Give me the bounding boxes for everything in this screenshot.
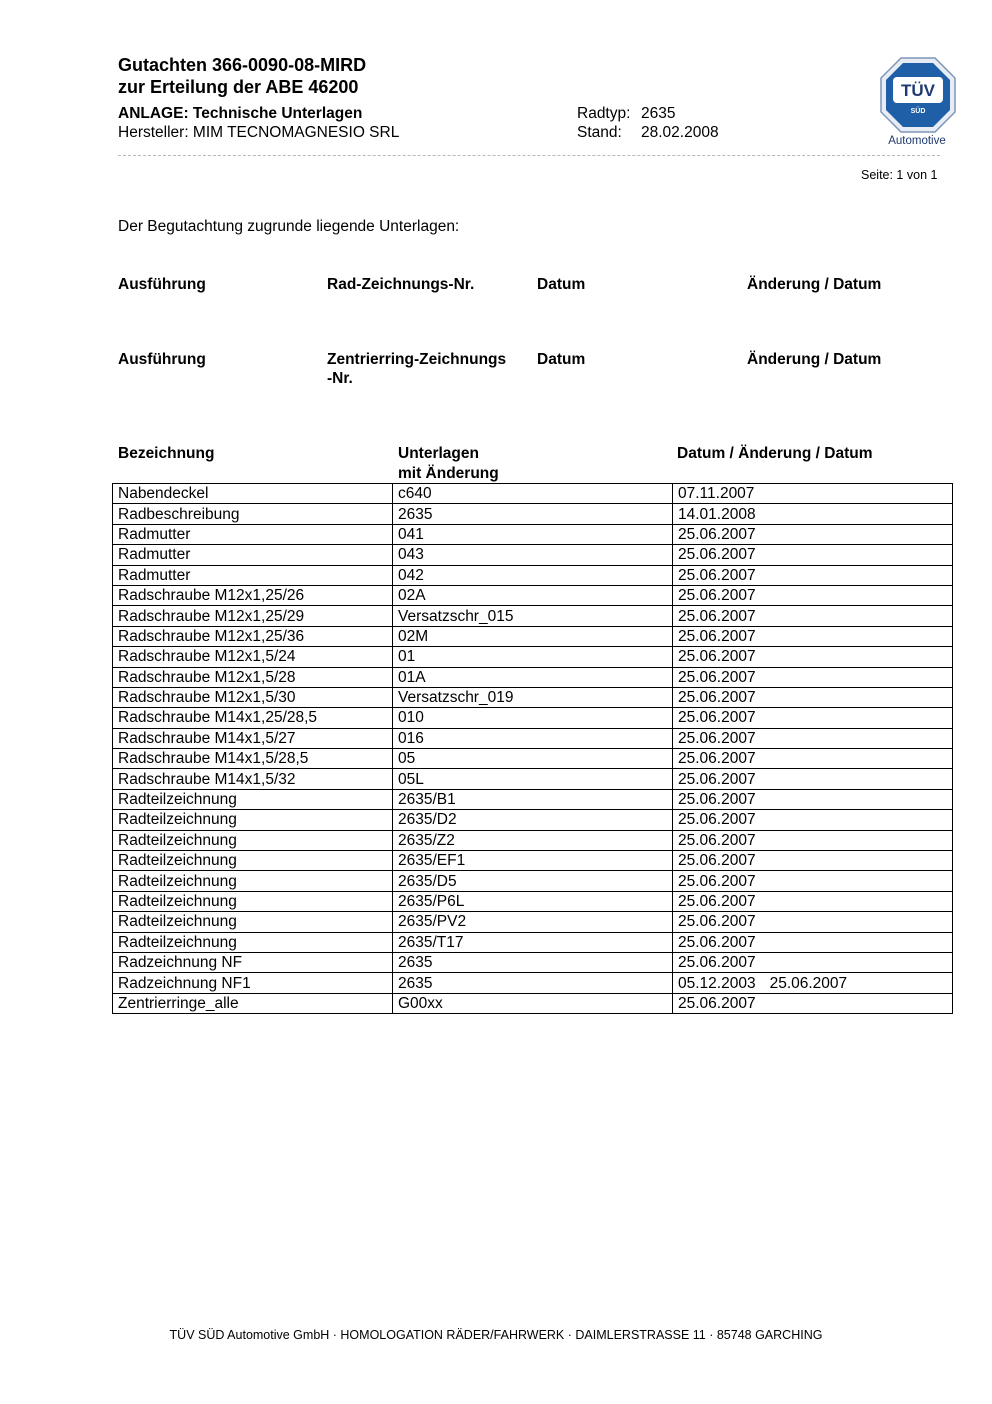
section1-aenderung-heading: Änderung / Datum <box>747 276 882 293</box>
table-row <box>113 851 953 871</box>
row-datum: 25.06.2007 <box>678 954 756 972</box>
row-unterlagen: 010 <box>393 708 673 728</box>
table-row <box>113 993 953 1013</box>
table-row <box>113 749 953 769</box>
row-unterlagen: 2635/D5 <box>393 871 673 891</box>
row-datum: 25.06.2007 <box>678 831 756 849</box>
section1-ausfuehrung-heading: Ausführung <box>118 276 206 293</box>
row-bezeichnung: Zentrierringe_alle <box>113 993 393 1013</box>
section2-aenderung-heading: Änderung / Datum <box>747 351 882 368</box>
page-footer: TÜV SÜD Automotive GmbH · HOMOLOGATION RÄDER/FAHRWERK · DAIMLERSTRASSE 11 · 85748 GARCHING <box>169 1328 823 1342</box>
row-unterlagen: 2635/T17 <box>393 932 673 952</box>
row-unterlagen: 2635/D2 <box>393 810 673 830</box>
row-unterlagen: 2635/P6L <box>393 891 673 911</box>
row-bezeichnung: Radteilzeichnung <box>113 891 393 911</box>
stand-value: 28.02.2008 <box>641 124 719 141</box>
row-datum-cell <box>673 932 953 952</box>
section1-datum-heading: Datum <box>537 276 586 293</box>
table-row <box>113 565 953 585</box>
row-datum: 25.06.2007 <box>678 546 756 564</box>
row-unterlagen: c640 <box>393 484 673 504</box>
row-unterlagen: 2635/Z2 <box>393 830 673 850</box>
row-datum-cell <box>673 993 953 1013</box>
row-datum: 25.06.2007 <box>678 627 756 645</box>
row-bezeichnung: Radteilzeichnung <box>113 789 393 809</box>
intro-text: Der Begutachtung zugrunde liegende Unterlagen: <box>118 218 460 235</box>
row-unterlagen: 2635 <box>393 504 673 524</box>
row-aenderung-datum: 25.06.2007 <box>769 974 848 992</box>
row-bezeichnung: Radschraube M12x1,25/29 <box>113 606 393 626</box>
table-row <box>113 789 953 809</box>
row-unterlagen: 042 <box>393 565 673 585</box>
row-datum-cell <box>673 871 953 891</box>
row-datum: 25.06.2007 <box>678 607 756 625</box>
row-datum: 25.06.2007 <box>678 709 756 727</box>
row-datum: 25.06.2007 <box>678 852 756 870</box>
table-row <box>113 667 953 687</box>
row-unterlagen: 2635/B1 <box>393 789 673 809</box>
row-bezeichnung: Radschraube M14x1,5/28,5 <box>113 749 393 769</box>
row-unterlagen: 016 <box>393 728 673 748</box>
hersteller-label: Hersteller: MIM TECNOMAGNESIO SRL <box>118 124 400 141</box>
header-divider <box>118 155 940 156</box>
row-datum: 07.11.2007 <box>678 485 755 503</box>
row-datum-cell <box>673 769 953 789</box>
row-datum: 25.06.2007 <box>678 750 756 768</box>
row-datum-cell <box>673 973 953 993</box>
row-unterlagen: 02M <box>393 626 673 646</box>
table-row <box>113 484 953 504</box>
section3-bezeichnung-heading: Bezeichnung <box>118 445 215 462</box>
row-bezeichnung: Radteilzeichnung <box>113 810 393 830</box>
section2-ausfuehrung-heading: Ausführung <box>118 351 206 368</box>
table-row <box>113 810 953 830</box>
row-datum-cell <box>673 830 953 850</box>
table-row <box>113 504 953 524</box>
row-datum-cell <box>673 952 953 972</box>
row-datum: 25.06.2007 <box>678 913 756 931</box>
table-row <box>113 687 953 707</box>
row-bezeichnung: Radzeichnung NF1 <box>113 973 393 993</box>
row-bezeichnung: Radteilzeichnung <box>113 871 393 891</box>
row-bezeichnung: Radbeschreibung <box>113 504 393 524</box>
row-bezeichnung: Radzeichnung NF <box>113 952 393 972</box>
row-bezeichnung: Radschraube M14x1,5/32 <box>113 769 393 789</box>
table-row <box>113 606 953 626</box>
table-row <box>113 585 953 605</box>
row-bezeichnung: Nabendeckel <box>113 484 393 504</box>
stand-label: Stand: <box>577 124 622 141</box>
row-datum-cell <box>673 891 953 911</box>
table-row <box>113 891 953 911</box>
row-unterlagen: G00xx <box>393 993 673 1013</box>
anlage-label: ANLAGE: Technische Unterlagen <box>118 105 363 122</box>
row-datum-cell <box>673 524 953 544</box>
row-datum: 25.06.2007 <box>678 689 756 707</box>
row-datum-cell <box>673 585 953 605</box>
row-datum-cell <box>673 545 953 565</box>
row-datum-cell <box>673 708 953 728</box>
row-bezeichnung: Radteilzeichnung <box>113 912 393 932</box>
row-datum-cell <box>673 484 953 504</box>
radtyp-label: Radtyp: <box>577 105 631 122</box>
row-unterlagen: 01A <box>393 667 673 687</box>
table-row <box>113 545 953 565</box>
row-bezeichnung: Radteilzeichnung <box>113 932 393 952</box>
row-unterlagen: 01 <box>393 647 673 667</box>
row-datum: 25.06.2007 <box>678 566 756 584</box>
row-bezeichnung: Radschraube M14x1,5/27 <box>113 728 393 748</box>
row-unterlagen: 043 <box>393 545 673 565</box>
table-row <box>113 769 953 789</box>
row-unterlagen: Versatzschr_019 <box>393 687 673 707</box>
document-title-line2: zur Erteilung der ABE 46200 <box>118 77 359 97</box>
row-datum: 25.06.2007 <box>678 648 756 666</box>
table-row <box>113 728 953 748</box>
row-datum-cell <box>673 851 953 871</box>
row-datum: 25.06.2007 <box>678 811 756 829</box>
row-datum: 25.06.2007 <box>678 770 756 788</box>
row-datum: 25.06.2007 <box>678 668 756 686</box>
row-datum-cell <box>673 626 953 646</box>
section1-rad-zeichnungs-heading: Rad-Zeichnungs-Nr. <box>327 276 475 293</box>
row-datum-cell <box>673 789 953 809</box>
table-row <box>113 932 953 952</box>
row-datum-cell <box>673 647 953 667</box>
table-row <box>113 973 953 993</box>
row-bezeichnung: Radmutter <box>113 545 393 565</box>
table-row <box>113 524 953 544</box>
table-row <box>113 871 953 891</box>
row-bezeichnung: Radmutter <box>113 565 393 585</box>
section3-unterlagen-heading-line1: Unterlagen <box>398 445 479 462</box>
row-datum: 25.06.2007 <box>678 933 756 951</box>
row-datum: 25.06.2007 <box>678 587 756 605</box>
documents-table-body <box>113 484 953 1014</box>
row-datum-cell <box>673 749 953 769</box>
row-datum: 25.06.2007 <box>678 893 756 910</box>
row-datum: 05.12.2003 <box>678 974 756 992</box>
row-datum-cell <box>673 728 953 748</box>
row-bezeichnung: Radteilzeichnung <box>113 851 393 871</box>
table-row <box>113 830 953 850</box>
row-datum-cell <box>673 667 953 687</box>
row-datum: 25.06.2007 <box>678 525 756 543</box>
row-bezeichnung: Radschraube M12x1,5/28 <box>113 667 393 687</box>
page-info: Seite: 1 von 1 <box>861 168 938 182</box>
table-row <box>113 708 953 728</box>
row-unterlagen: Versatzschr_015 <box>393 606 673 626</box>
logo-caption: Automotive <box>888 135 946 147</box>
section3-datum-heading: Datum / Änderung / Datum <box>677 445 873 462</box>
radtyp-value: 2635 <box>641 105 676 122</box>
row-bezeichnung: Radschraube M12x1,5/30 <box>113 687 393 707</box>
row-datum-cell <box>673 606 953 626</box>
logo-text: TÜV <box>901 81 935 100</box>
row-datum: 25.06.2007 <box>678 729 756 747</box>
table-row <box>113 647 953 667</box>
row-datum-cell <box>673 504 953 524</box>
section2-zentrierring-heading-line1: Zentrierring-Zeichnungs <box>327 351 507 368</box>
row-bezeichnung: Radschraube M12x1,5/24 <box>113 647 393 667</box>
row-unterlagen: 2635/PV2 <box>393 912 673 932</box>
logo-subtext: SÜD <box>910 108 926 115</box>
row-datum: 25.06.2007 <box>678 994 756 1012</box>
row-unterlagen: 2635 <box>393 973 673 993</box>
row-bezeichnung: Radmutter <box>113 524 393 544</box>
documents-table <box>112 483 953 1014</box>
document-title-line1: Gutachten 366-0090-08-MIRD <box>118 55 367 75</box>
row-datum-cell <box>673 687 953 707</box>
row-datum-cell <box>673 565 953 585</box>
row-unterlagen: 041 <box>393 524 673 544</box>
row-unterlagen: 05L <box>393 769 673 789</box>
row-unterlagen: 02A <box>393 585 673 605</box>
table-row <box>113 912 953 932</box>
section3-unterlagen-heading-line2: mit Änderung <box>398 465 499 482</box>
row-datum-cell <box>673 810 953 830</box>
section2-zentrierring-heading-line2: -Nr. <box>327 370 353 387</box>
row-datum-cell <box>673 912 953 932</box>
row-bezeichnung: Radteilzeichnung <box>113 830 393 850</box>
row-datum: 25.06.2007 <box>678 872 756 890</box>
row-unterlagen: 05 <box>393 749 673 769</box>
row-unterlagen: 2635 <box>393 952 673 972</box>
row-datum: 14.01.2008 <box>678 505 756 523</box>
section2-datum-heading: Datum <box>537 351 586 368</box>
row-bezeichnung: Radschraube M12x1,25/26 <box>113 585 393 605</box>
row-datum: 25.06.2007 <box>678 791 756 809</box>
row-bezeichnung: Radschraube M12x1,25/36 <box>113 626 393 646</box>
row-bezeichnung: Radschraube M14x1,25/28,5 <box>113 708 393 728</box>
row-unterlagen: 2635/EF1 <box>393 851 673 871</box>
table-row <box>113 626 953 646</box>
table-row <box>113 952 953 972</box>
